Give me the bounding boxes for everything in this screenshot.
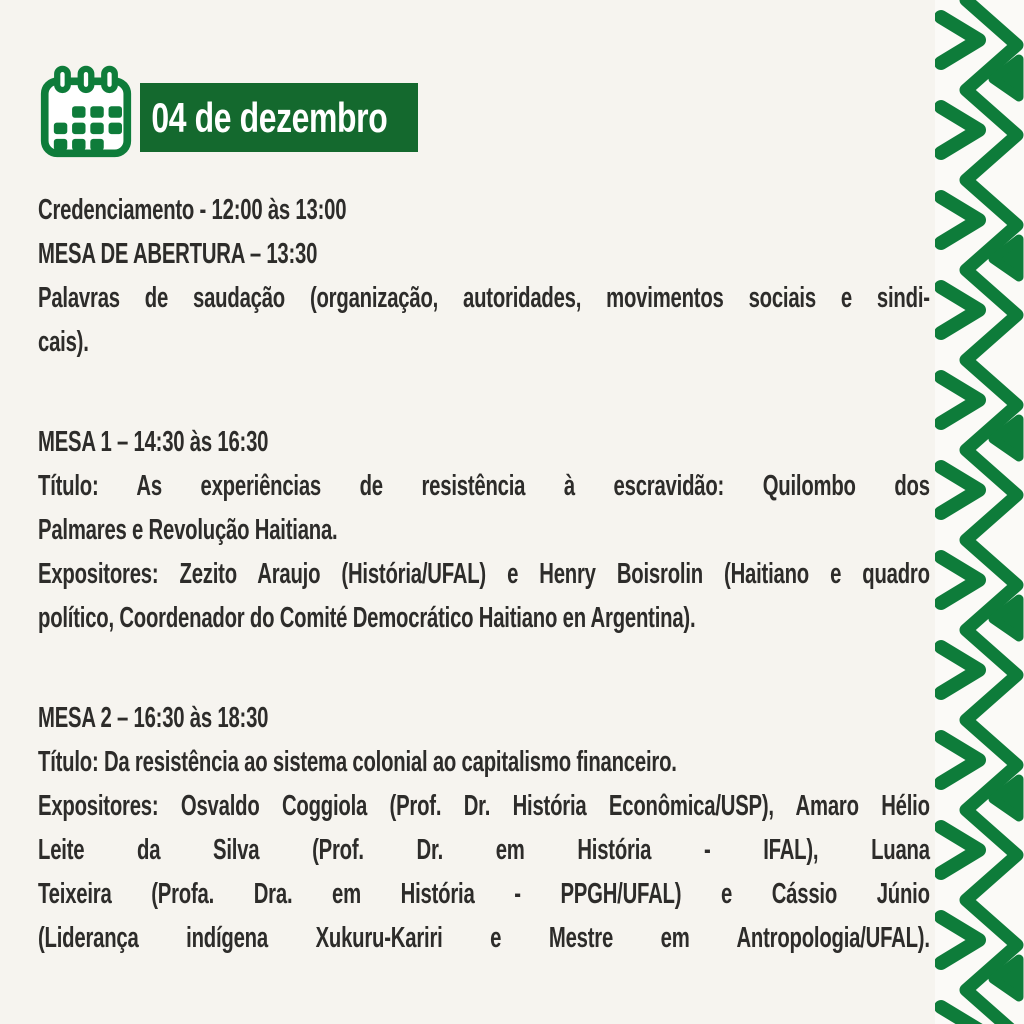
schedule-block <box>38 696 930 960</box>
schedule-line: (Liderança indígena Xukuru-Kariri e Mestre em Antropologia/UFAL). <box>38 922 930 954</box>
calendar-icon <box>38 65 134 161</box>
zigzag-line <box>966 0 1017 1024</box>
schedule-line: político, Coordenador do Comité Democrático Haitiano en Argentina). <box>38 602 696 634</box>
schedule-line: MESA DE ABERTURA – 13:30 <box>38 238 318 270</box>
zigzag-pattern-border <box>935 0 1024 1024</box>
schedule-block <box>38 188 930 364</box>
schedule-line: Título: Da resistência ao sistema colonial ao capitalismo financeiro. <box>38 746 677 778</box>
schedule-line: Leite da Silva (Prof. Dr. em História - IFAL), Luana <box>38 834 930 866</box>
schedule-line: Expositores: Osvaldo Coggiola (Prof. Dr. História Econômica/USP), Amaro Hélio <box>38 790 930 822</box>
date-banner-label: 04 de dezembro <box>151 93 388 141</box>
schedule-line: Teixeira (Profa. Dra. em História - PPGH/UFAL) e Cássio Júnio <box>38 878 930 910</box>
schedule-line: MESA 1 – 14:30 às 16:30 <box>38 426 269 458</box>
schedule-line: Palavras de saudação (organização, autoridades, movimentos sociais e sindi- <box>38 282 930 314</box>
schedule-line: Título: As experiências de resistência à escravidão: Quilombo dos <box>38 470 930 502</box>
schedule-block <box>38 420 930 640</box>
date-banner <box>140 83 418 152</box>
schedule-line: cais). <box>38 326 89 358</box>
schedule-line: Expositores: Zezito Araujo (História/UFAL) e Henry Boisrolin (Haitiano e quadro <box>38 558 930 590</box>
schedule-line: Palmares e Revolução Haitiana. <box>38 514 338 546</box>
schedule-line: MESA 2 – 16:30 às 18:30 <box>38 702 269 734</box>
schedule <box>38 188 930 960</box>
schedule-line: Credenciamento - 12:00 às 13:00 <box>38 194 347 226</box>
